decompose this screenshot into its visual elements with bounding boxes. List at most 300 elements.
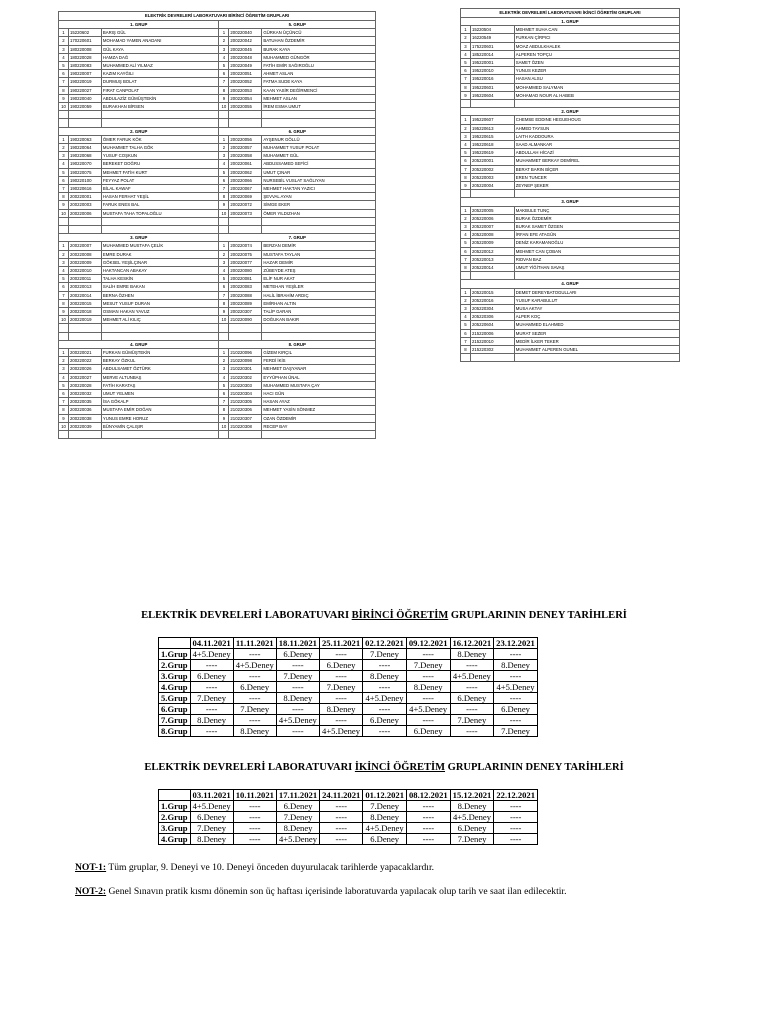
student-id: 205220014 bbox=[470, 264, 514, 272]
student-row bbox=[461, 59, 680, 67]
row-number: 8 bbox=[461, 264, 471, 272]
student-row bbox=[59, 308, 376, 316]
student-row bbox=[59, 144, 376, 152]
student-row bbox=[59, 70, 376, 78]
student-row bbox=[461, 313, 680, 321]
student-id: 200220075 bbox=[229, 250, 262, 258]
group-name: 6.Grup bbox=[159, 704, 191, 715]
student-name: YUNUS KEZER bbox=[514, 67, 679, 75]
student-name: MOHAMAD YAMEN ANADANI bbox=[101, 37, 219, 45]
student-id: 200220035 bbox=[68, 398, 101, 406]
blank-cell bbox=[219, 226, 229, 234]
student-row bbox=[461, 231, 680, 239]
student-id: 200220013 bbox=[68, 283, 101, 291]
blank-cell bbox=[514, 190, 679, 198]
row-number: 7 bbox=[219, 78, 229, 86]
row-number: 5 bbox=[59, 381, 69, 389]
student-name: MEHMET FATİH KURT bbox=[101, 168, 219, 176]
student-id: 205220003 bbox=[470, 173, 514, 181]
student-id: 200220038 bbox=[68, 414, 101, 422]
student-name: HACI GÜN bbox=[262, 390, 376, 398]
student-name: NURSEBİL VUSLAT SAĞLIYAN bbox=[262, 176, 376, 184]
student-row bbox=[59, 53, 376, 61]
row-number: 4 bbox=[219, 160, 229, 168]
blank-cell bbox=[219, 431, 229, 439]
experiment-cell: ---- bbox=[319, 715, 362, 726]
student-row bbox=[461, 264, 680, 272]
student-row bbox=[59, 135, 376, 143]
title-row bbox=[461, 9, 680, 18]
blank-cell bbox=[229, 217, 262, 225]
student-id: 200220021 bbox=[68, 349, 101, 357]
student-name: MUHAMMED GÜNGÖR bbox=[262, 53, 376, 61]
experiment-cell: ---- bbox=[406, 715, 450, 726]
student-id: 200220067 bbox=[229, 185, 262, 193]
student-name: DENİZ KARAMANOĞLU bbox=[514, 239, 679, 247]
student-name: BÜNYAMİN ÇALIŞIR bbox=[101, 422, 219, 430]
blank-cell bbox=[229, 119, 262, 127]
blank-cell bbox=[219, 324, 229, 332]
row-number: 4 bbox=[59, 160, 69, 168]
title-row bbox=[59, 12, 376, 21]
student-id: 215220010 bbox=[470, 337, 514, 345]
row-number: 2 bbox=[59, 144, 69, 152]
row-number: 9 bbox=[219, 414, 229, 422]
row-number: 7 bbox=[219, 185, 229, 193]
student-name: GÜL KAYA bbox=[101, 45, 219, 53]
row-number: 3 bbox=[59, 365, 69, 373]
row-number: 9 bbox=[461, 182, 471, 190]
student-name: MURAT SEZER bbox=[514, 329, 679, 337]
group-label: 2. GRUP bbox=[461, 108, 680, 116]
row-number: 7 bbox=[59, 291, 69, 299]
student-id: 200220073 bbox=[229, 209, 262, 217]
row-number: 7 bbox=[59, 185, 69, 193]
blank-row bbox=[59, 119, 376, 127]
student-name: MUHAMMED MUSTAFA ÇELİK bbox=[101, 242, 219, 250]
experiment-cell: ---- bbox=[233, 671, 276, 682]
schedule-row bbox=[159, 704, 538, 715]
student-id: 200220008 bbox=[68, 250, 101, 258]
date-header: 10.11.2021 bbox=[233, 790, 276, 801]
student-id: 210220306 bbox=[229, 406, 262, 414]
student-id: 200220010 bbox=[68, 267, 101, 275]
student-id: 200220042 bbox=[229, 37, 262, 45]
student-name: EMİRHAN ALTIN bbox=[262, 299, 376, 307]
row-number: 1 bbox=[59, 29, 69, 37]
blank-cell bbox=[219, 111, 229, 119]
row-number: 10 bbox=[59, 422, 69, 430]
schedule-row bbox=[159, 726, 538, 737]
student-row bbox=[59, 201, 376, 209]
student-name: UMUT ÇINAR bbox=[262, 168, 376, 176]
student-row bbox=[59, 414, 376, 422]
student-id: 195220619 bbox=[470, 149, 514, 157]
blank-cell bbox=[262, 332, 376, 340]
student-id: 200220006 bbox=[68, 209, 101, 217]
student-id: 200220027 bbox=[68, 373, 101, 381]
experiment-cell: ---- bbox=[233, 823, 276, 834]
blank-cell bbox=[219, 332, 229, 340]
row-number: 3 bbox=[219, 258, 229, 266]
experiment-cell: 8.Deney bbox=[494, 660, 538, 671]
experiment-cell: 4+5.Deney bbox=[363, 693, 407, 704]
row-number: 5 bbox=[461, 59, 471, 67]
experiment-cell: ---- bbox=[233, 801, 276, 812]
student-name: GÖKSEL YEŞİLÇINAR bbox=[101, 258, 219, 266]
student-id: 200220072 bbox=[229, 201, 262, 209]
experiment-cell: 4+5.Deney bbox=[190, 649, 233, 660]
blank-cell bbox=[219, 217, 229, 225]
experiment-cell: ---- bbox=[233, 715, 276, 726]
blank-cell bbox=[262, 431, 376, 439]
experiment-cell: 8.Deney bbox=[450, 649, 494, 660]
row-number: 5 bbox=[219, 381, 229, 389]
student-id: 200220036 bbox=[68, 406, 101, 414]
experiment-cell: 7.Deney bbox=[450, 834, 494, 845]
student-id: 210220308 bbox=[229, 422, 262, 430]
student-row bbox=[59, 250, 376, 258]
date-header: 23.12.2021 bbox=[494, 638, 538, 649]
student-id: 210220305 bbox=[229, 398, 262, 406]
experiment-cell: 6.Deney bbox=[190, 671, 233, 682]
student-row bbox=[59, 291, 376, 299]
experiment-cell: ---- bbox=[450, 682, 494, 693]
row-number: 2 bbox=[219, 37, 229, 45]
student-id: 200220018 bbox=[68, 308, 101, 316]
student-row bbox=[59, 373, 376, 381]
student-row bbox=[59, 78, 376, 86]
student-name: OSMAN HAKAN YAVUZ bbox=[101, 308, 219, 316]
student-id: 190220040 bbox=[68, 94, 101, 102]
blank-cell bbox=[262, 119, 376, 127]
schedule-row bbox=[159, 823, 538, 834]
student-name: ALPEREN TOPÇU bbox=[514, 50, 679, 58]
group-name: 3.Grup bbox=[159, 823, 191, 834]
blank-cell bbox=[59, 111, 69, 119]
row-number: 2 bbox=[59, 357, 69, 365]
experiment-cell: 4+5.Deney bbox=[450, 671, 494, 682]
blank-cell bbox=[101, 431, 219, 439]
row-number: 5 bbox=[219, 275, 229, 283]
row-number: 9 bbox=[59, 94, 69, 102]
student-id: 200220054 bbox=[229, 94, 262, 102]
group-label: 1. GRUP bbox=[461, 18, 680, 26]
experiment-cell: ---- bbox=[190, 682, 233, 693]
blank-cell bbox=[101, 217, 219, 225]
student-id: 200220049 bbox=[229, 62, 262, 70]
experiment-cell: ---- bbox=[233, 693, 276, 704]
student-row bbox=[461, 337, 680, 345]
student-row bbox=[59, 242, 376, 250]
blank-cell bbox=[514, 354, 679, 362]
experiment-cell: 7.Deney bbox=[363, 801, 407, 812]
experiment-cell: ---- bbox=[363, 682, 407, 693]
row-number: 1 bbox=[219, 242, 229, 250]
student-name: HAMZA DAĞ bbox=[101, 53, 219, 61]
row-number: 1 bbox=[219, 135, 229, 143]
student-name: MESUT YUSUF DURAN bbox=[101, 299, 219, 307]
row-number: 7 bbox=[461, 165, 471, 173]
row-number: 6 bbox=[461, 67, 471, 75]
row-number: 4 bbox=[461, 50, 471, 58]
student-row bbox=[59, 422, 376, 430]
experiment-cell: ---- bbox=[319, 693, 362, 704]
group-label: 4. GRUP bbox=[59, 340, 219, 348]
blank-cell bbox=[101, 119, 219, 127]
student-id: 205220015 bbox=[470, 288, 514, 296]
student-id: 200220052 bbox=[229, 78, 262, 86]
student-name: EYYÜPHAN ÜNAL bbox=[262, 373, 376, 381]
group-name: 1.Grup bbox=[159, 649, 191, 660]
row-number: 1 bbox=[59, 242, 69, 250]
student-id: 195220016 bbox=[470, 75, 514, 83]
row-number: 9 bbox=[461, 91, 471, 99]
experiment-cell: 4+5.Deney bbox=[276, 715, 319, 726]
student-id: 200220057 bbox=[229, 144, 262, 152]
student-id: 205220007 bbox=[470, 223, 514, 231]
student-name: HALİL İBRAHİM ARDIÇ bbox=[262, 291, 376, 299]
experiment-cell: 7.Deney bbox=[190, 693, 233, 704]
student-row bbox=[461, 182, 680, 190]
experiment-cell: ---- bbox=[233, 834, 276, 845]
blank-cell bbox=[101, 226, 219, 234]
student-name: MEHMET HAKTAN YAZICI bbox=[262, 185, 376, 193]
row-number: 7 bbox=[59, 398, 69, 406]
date-header: 16.12.2021 bbox=[450, 638, 494, 649]
experiment-cell: 6.Deney bbox=[190, 812, 233, 823]
row-number: 9 bbox=[219, 94, 229, 102]
student-id: 200220062 bbox=[229, 168, 262, 176]
student-name: EMRE DURAK bbox=[101, 250, 219, 258]
experiment-cell: ---- bbox=[276, 660, 319, 671]
experiment-cell: 6.Deney bbox=[450, 823, 494, 834]
row-number: 8 bbox=[219, 299, 229, 307]
blank-cell bbox=[229, 324, 262, 332]
student-id: 210220307 bbox=[229, 414, 262, 422]
schedule2-table bbox=[158, 789, 538, 845]
student-name: MERVE ALTUNBAŞ bbox=[101, 373, 219, 381]
schedule-row bbox=[159, 671, 538, 682]
student-row bbox=[461, 346, 680, 354]
student-id: 200220074 bbox=[229, 242, 262, 250]
experiment-cell: 8.Deney bbox=[190, 834, 233, 845]
student-id: 200220081 bbox=[229, 275, 262, 283]
row-number: 8 bbox=[461, 346, 471, 354]
student-id: 200220039 bbox=[68, 422, 101, 430]
student-id: 205220009 bbox=[470, 239, 514, 247]
experiment-cell: 6.Deney bbox=[319, 660, 362, 671]
row-number: 3 bbox=[59, 152, 69, 160]
student-row bbox=[461, 247, 680, 255]
student-name: EREN TUNCER bbox=[514, 173, 679, 181]
student-row bbox=[59, 86, 376, 94]
blank-cell bbox=[514, 272, 679, 280]
group-name: 2.Grup bbox=[159, 660, 191, 671]
row-number: 1 bbox=[219, 349, 229, 357]
row-number: 5 bbox=[461, 321, 471, 329]
student-row bbox=[59, 390, 376, 398]
date-header: 15.12.2021 bbox=[450, 790, 494, 801]
student-id: 200220307 bbox=[229, 308, 262, 316]
student-name: MUHAMMET TALHA GÖK bbox=[101, 144, 219, 152]
group-label: 4. GRUP bbox=[461, 280, 680, 288]
row-number: 9 bbox=[219, 201, 229, 209]
date-header: 01.12.2021 bbox=[363, 790, 407, 801]
student-id: 200220080 bbox=[229, 267, 262, 275]
row-number: 2 bbox=[219, 144, 229, 152]
student-row bbox=[59, 258, 376, 266]
student-row bbox=[461, 296, 680, 304]
student-name: TALİP GARAN bbox=[262, 308, 376, 316]
student-name: FURKAN ÇİRPICI bbox=[514, 34, 679, 42]
student-row bbox=[59, 37, 376, 45]
student-name: HAKTANCAN ABAKAY bbox=[101, 267, 219, 275]
student-name: UMUT YİĞİTHAN SAVAŞ bbox=[514, 264, 679, 272]
row-number: 4 bbox=[219, 53, 229, 61]
row-number: 9 bbox=[59, 201, 69, 209]
group-header-row bbox=[59, 340, 376, 348]
row-number: 6 bbox=[461, 157, 471, 165]
student-name: MUSTAFA EMİR DOĞAN bbox=[101, 406, 219, 414]
student-id: 200220077 bbox=[229, 258, 262, 266]
experiment-cell: ---- bbox=[494, 823, 538, 834]
experiment-cell: ---- bbox=[407, 801, 451, 812]
blank-cell bbox=[68, 111, 101, 119]
experiment-cell: ---- bbox=[320, 812, 363, 823]
blank-cell bbox=[59, 217, 69, 225]
student-row bbox=[59, 62, 376, 70]
student-id: 205220013 bbox=[470, 255, 514, 263]
student-name: MUSA AKTAY bbox=[514, 305, 679, 313]
row-number: 4 bbox=[219, 373, 229, 381]
student-name: MEHMET CAN ÇOBAN bbox=[514, 247, 679, 255]
row-number: 3 bbox=[219, 45, 229, 53]
blank-cell bbox=[229, 431, 262, 439]
date-header: 04.11.2021 bbox=[190, 638, 233, 649]
student-id: 200220028 bbox=[68, 381, 101, 389]
student-row bbox=[59, 193, 376, 201]
row-number: 3 bbox=[461, 42, 471, 50]
experiment-cell: ---- bbox=[190, 726, 233, 737]
schedule-row bbox=[159, 649, 538, 660]
experiment-cell: 8.Deney bbox=[276, 823, 319, 834]
blank-cell bbox=[461, 100, 471, 108]
student-id: 200220019 bbox=[68, 316, 101, 324]
student-id: 195220607 bbox=[470, 116, 514, 124]
blank-cell bbox=[229, 226, 262, 234]
student-row bbox=[59, 406, 376, 414]
student-id: 200220056 bbox=[229, 135, 262, 143]
experiment-cell: 8.Deney bbox=[450, 801, 494, 812]
student-row bbox=[461, 26, 680, 34]
row-number: 6 bbox=[59, 390, 69, 398]
student-id: 195220010 bbox=[470, 67, 514, 75]
experiment-cell: 8.Deney bbox=[319, 704, 362, 715]
row-number: 6 bbox=[59, 283, 69, 291]
student-name: İREM ESMA UMUT bbox=[262, 103, 376, 111]
student-id: 205220004 bbox=[470, 182, 514, 190]
experiment-cell: 8.Deney bbox=[276, 693, 319, 704]
group-header-row bbox=[59, 21, 376, 29]
row-number: 7 bbox=[59, 78, 69, 86]
group-label: 6. GRUP bbox=[219, 127, 376, 135]
row-number: 10 bbox=[59, 209, 69, 217]
student-name: GÜRKAN ÜÇÜNCÜ bbox=[262, 29, 376, 37]
student-id: 205220006 bbox=[470, 214, 514, 222]
group-name: 3.Grup bbox=[159, 671, 191, 682]
student-id: 190220063 bbox=[68, 135, 101, 143]
second-education-groups-table bbox=[460, 8, 680, 362]
blank-row bbox=[461, 354, 680, 362]
blank-cell bbox=[514, 100, 679, 108]
student-id: 200220089 bbox=[229, 299, 262, 307]
corner-cell bbox=[159, 638, 191, 649]
student-row bbox=[461, 42, 680, 50]
student-row bbox=[59, 381, 376, 389]
blank-cell bbox=[461, 190, 471, 198]
student-name: TALHA KESKİN bbox=[101, 275, 219, 283]
student-row bbox=[461, 91, 680, 99]
row-number: 8 bbox=[461, 173, 471, 181]
student-id: 185220014 bbox=[470, 50, 514, 58]
experiment-cell: 7.Deney bbox=[319, 682, 362, 693]
date-header: 17.11.2021 bbox=[276, 790, 319, 801]
date-header: 18.11.2021 bbox=[276, 638, 319, 649]
student-name: KAZIM KAYĞILI bbox=[101, 70, 219, 78]
experiment-cell: ---- bbox=[494, 801, 538, 812]
student-row bbox=[59, 45, 376, 53]
row-number: 4 bbox=[461, 231, 471, 239]
blank-cell bbox=[262, 111, 376, 119]
row-number: 2 bbox=[219, 357, 229, 365]
row-number: 2 bbox=[219, 250, 229, 258]
row-number: 10 bbox=[219, 422, 229, 430]
blank-cell bbox=[461, 354, 471, 362]
student-row bbox=[461, 149, 680, 157]
student-id: 200220053 bbox=[229, 86, 262, 94]
student-id: 190220100 bbox=[68, 176, 101, 184]
student-name: ZÜBEYDE ATEŞ bbox=[262, 267, 376, 275]
row-number: 9 bbox=[59, 308, 69, 316]
row-number: 5 bbox=[59, 62, 69, 70]
experiment-cell: ---- bbox=[406, 649, 450, 660]
student-name: SAAD ALMANKAR bbox=[514, 141, 679, 149]
student-id: 190220019 bbox=[68, 78, 101, 86]
row-number: 2 bbox=[461, 296, 471, 304]
student-name: MEDİR İLKER TEKER bbox=[514, 337, 679, 345]
group-name: 4.Grup bbox=[159, 834, 191, 845]
student-name: HASAN FERHAT YEŞİL bbox=[101, 193, 219, 201]
student-name: YUSUF KARABULUT bbox=[514, 296, 679, 304]
student-name: CHEMSE EDDINE HEGUEHOUG bbox=[514, 116, 679, 124]
student-row bbox=[461, 288, 680, 296]
student-name: YUNUS EMRE HORUZ bbox=[101, 414, 219, 422]
row-number: 7 bbox=[461, 255, 471, 263]
student-row bbox=[59, 94, 376, 102]
experiment-cell: 4+5.Deney bbox=[190, 801, 233, 812]
groups-title: ELEKTRİK DEVRELERİ LABORATUVARI BİRİNCİ ÖĞRETİM GRUPLARI bbox=[59, 12, 376, 21]
student-name: HASAN AYAZ bbox=[262, 398, 376, 406]
experiment-cell: ---- bbox=[407, 823, 451, 834]
student-id: 200220069 bbox=[229, 193, 262, 201]
student-id: 205220001 bbox=[470, 157, 514, 165]
experiment-cell: ---- bbox=[494, 649, 538, 660]
blank-cell bbox=[59, 332, 69, 340]
experiment-cell: ---- bbox=[363, 660, 407, 671]
blank-cell bbox=[59, 226, 69, 234]
experiment-cell: 8.Deney bbox=[233, 726, 276, 737]
